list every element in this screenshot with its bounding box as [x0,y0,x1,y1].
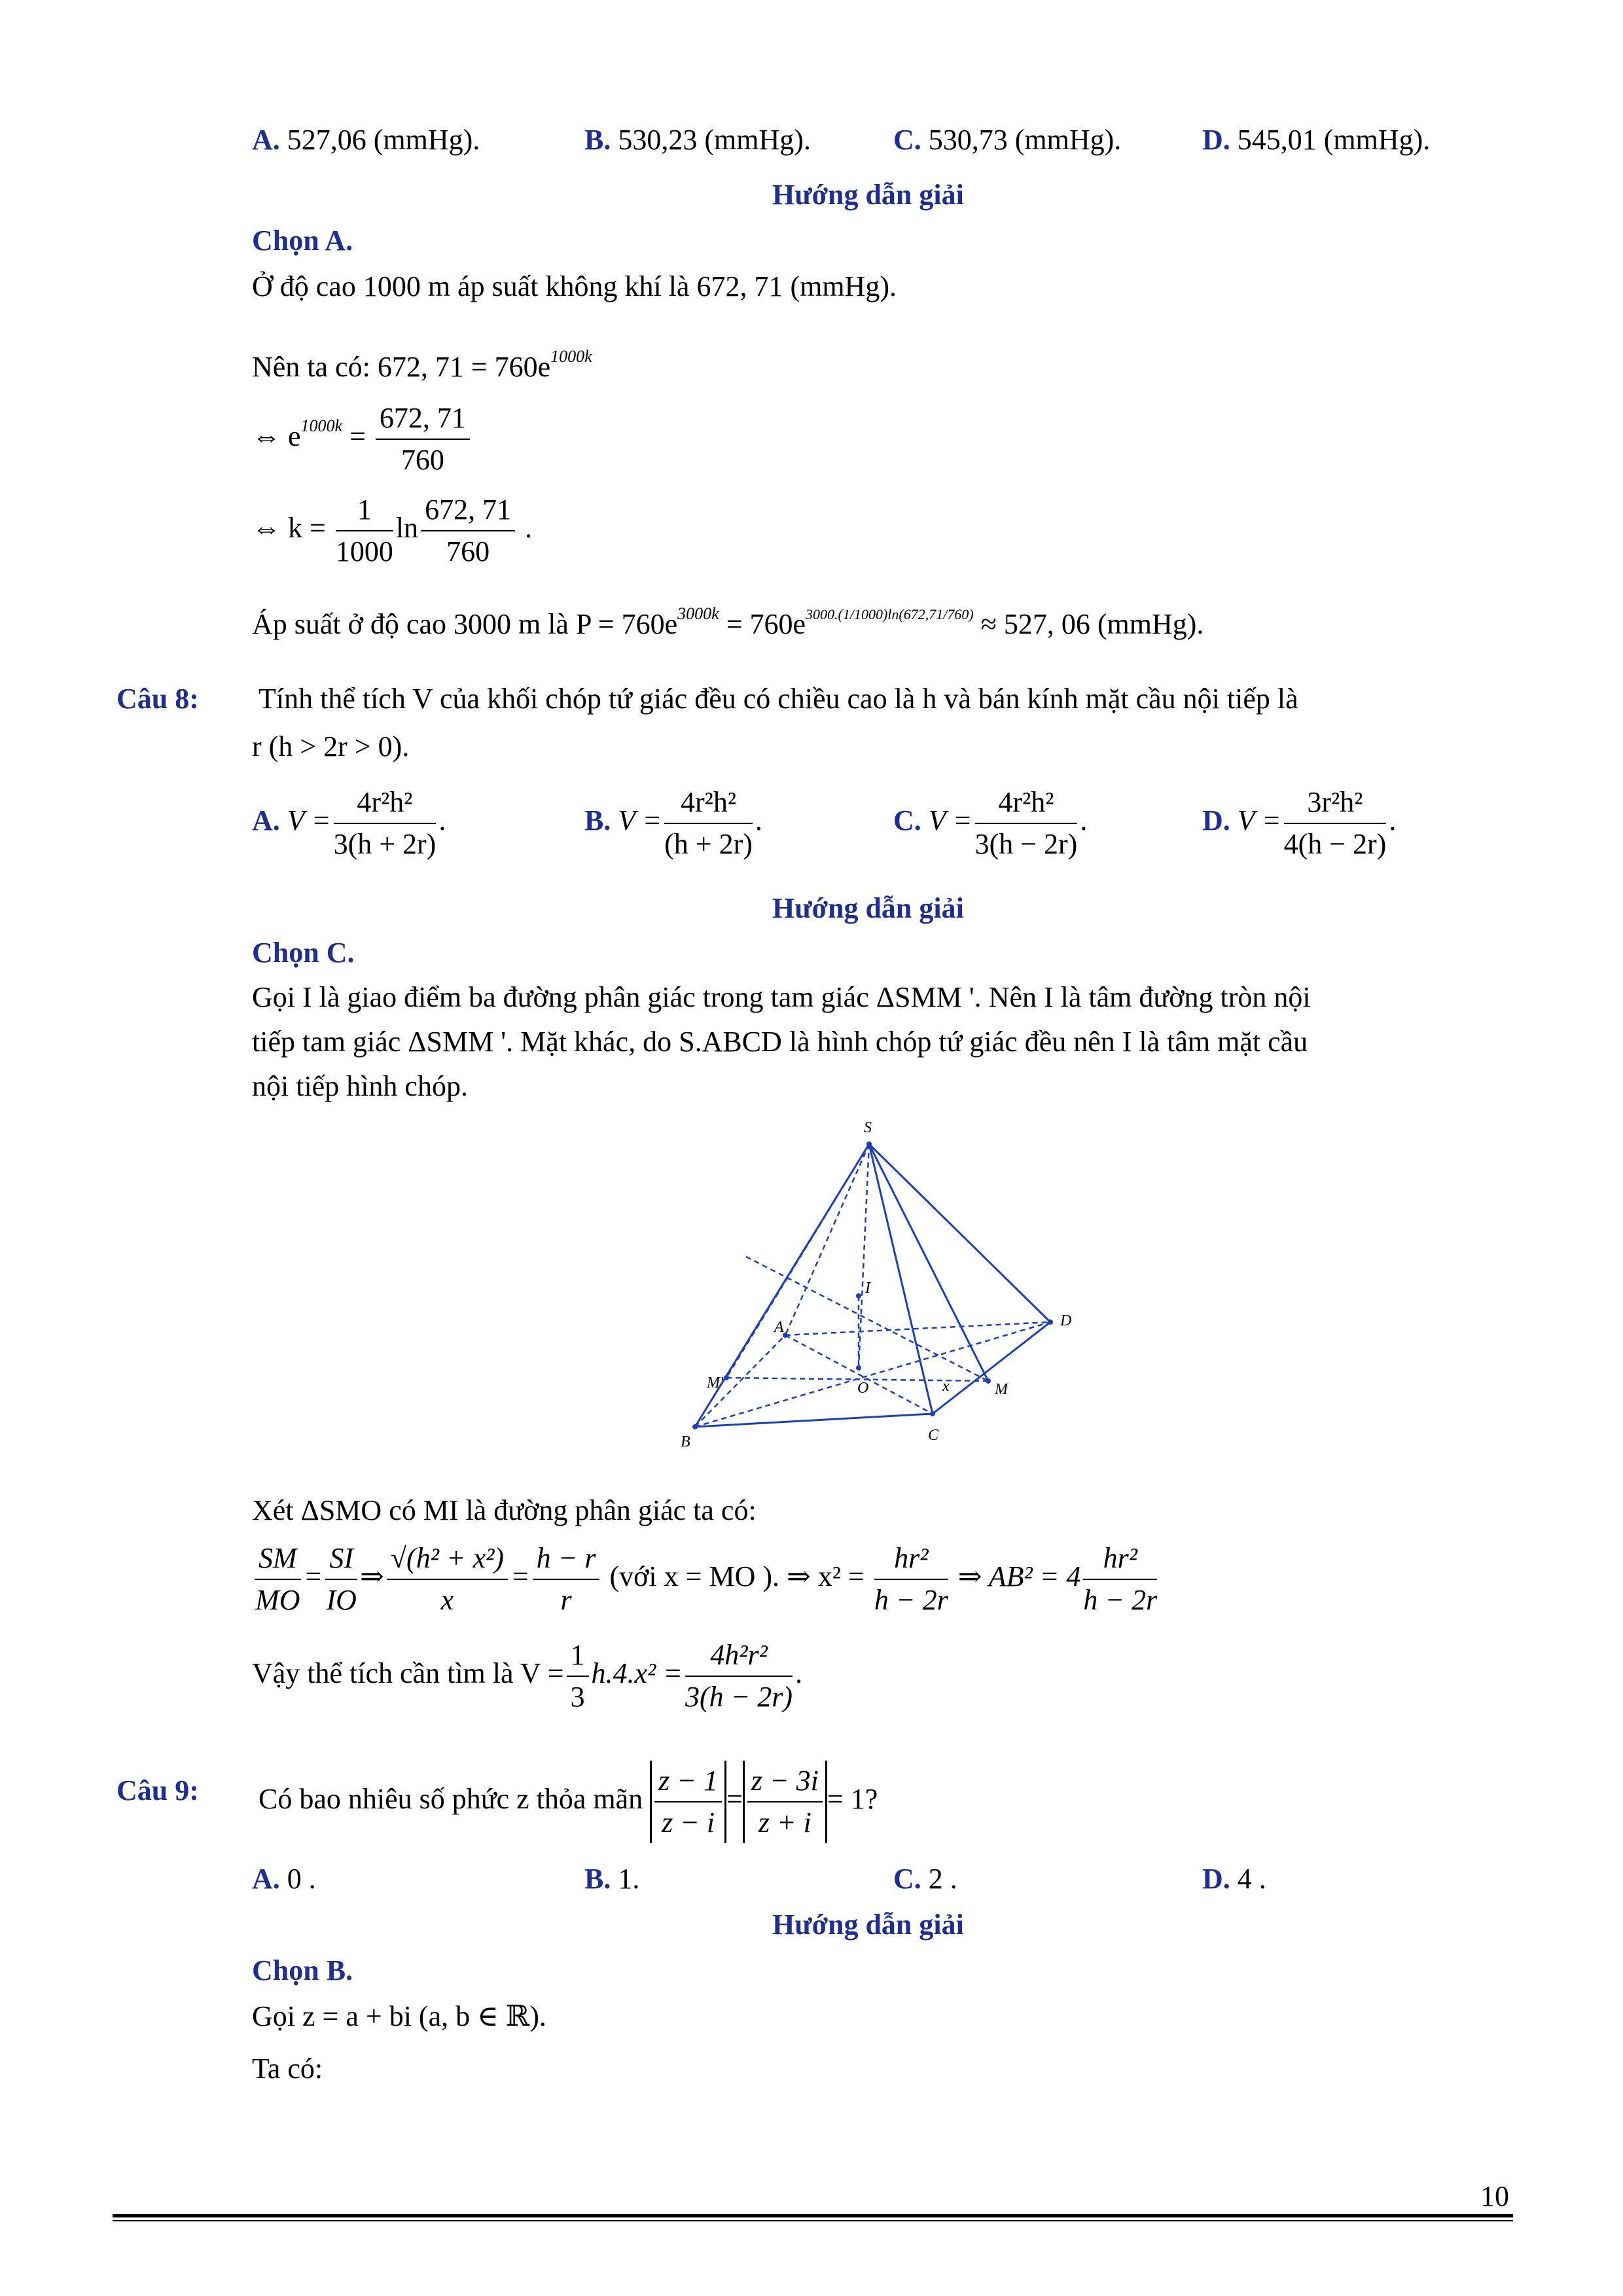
option-c-q7: C. 530,73 (mmHg). [893,124,1122,156]
edge-ad [785,1322,1050,1335]
question-9-label: Câu 9: [116,1774,199,1806]
pyramid-figure [668,1106,1086,1460]
point-b [692,1424,698,1429]
sol7-line3: ⇔ $e^{1000k}$ = $\frac{672, 71}{760}$ [252,398,473,480]
sol8-p2: tiếp tam giác ΔSMM '. Mặt khác, do S.ABCD là hình chóp tứ giác đều nên I là tâm mặt cầu [252,1026,1308,1058]
option-c-q9: C. 2 . [893,1863,957,1895]
label-i: I [865,1280,870,1297]
question-8-line1: Tính thể tích V của khối chóp tứ giác đều có chiều cao là h và bán kính mặt cầu nội tiếp là [259,683,1298,715]
question-9-text: Có bao nhiêu số phức z thỏa mãn $\frac{z - 1}{z - i}$ = $\frac{z - 3i}{z + i}$ = 1? [259,1761,878,1843]
point-i [856,1293,861,1299]
choice-q9: Chọn B. [252,1954,353,1986]
question-8-line2: r (h > 2r > 0). [252,730,410,762]
sol8-p3: nội tiếp hình chóp. [252,1070,468,1102]
edge-sd [869,1144,1050,1322]
sol8-xet: Xét ΔSMO có MI là đường phân giác ta có: [252,1494,757,1526]
edge-so [859,1144,869,1368]
option-a-q8: A. V = $\frac{\text{4r²h²}}{3(h + 2r)}$ . [252,782,446,865]
point-o [856,1365,861,1371]
guide-title-q8: Hướng dẫn giải [772,892,964,924]
label-m: M [995,1381,1008,1398]
diag-bd [695,1322,1050,1427]
guide-title-q9: Hướng dẫn giải [772,1909,964,1941]
option-a-q7: A. 527,06 (mmHg). [252,124,480,156]
label-c: C [928,1427,939,1444]
sol8-equation: $\frac{SM}{MO}$ = $\frac{SI}{IO}$ ⇒ $\frac{\text{√(h² + x²)}}{x}$ = $\frac{h - r}{r}$ (với x = MO ). ⇒ x² = $\frac{\text{hr²}}{h - 2r}$ ⇒ AB² = 4 $\frac{\text{hr²}}{h - 2r}$ [252,1538,1160,1621]
point-m2 [724,1375,729,1380]
footer-rule-thick [113,2214,1513,2217]
edge-cd [933,1322,1050,1414]
sol8-vay: Vậy thể tích cần tìm là V = $\frac{1}{3}$ h.4.x² = $\frac{\text{4h²r²}}{3(h - 2r)}$ . [252,1635,802,1717]
choice-q7: Chọn A. [252,224,353,257]
option-d-q8: D. V = $\frac{\text{3r²h²}}{4(h - 2r)}$ . [1202,782,1396,865]
sol8-p1: Gọi I là giao điểm ba đường phân giác trong tam giác ΔSMM '. Nên I là tâm đường tròn nội [252,981,1311,1013]
sol7-line1: Ở độ cao 1000 m áp suất không khí là 672, 71 (mmHg). [252,270,897,302]
label-d: D [1060,1312,1072,1329]
sol7-line4: ⇔ k = $\frac{1}{1000}$ ln $\frac{672, 71}{760}$ . [252,490,532,572]
label-b: B [681,1433,690,1450]
label-a: A [774,1319,784,1336]
sol9-line1: Gọi z = a + bi (a, b ∈ ℝ). [252,2000,546,2032]
option-a-q9: A. 0 . [252,1863,316,1895]
edge-sc [869,1144,933,1414]
sol7-line2: Nên ta có: 672, $71 = 760e^{1000k}$ [252,347,592,383]
option-c-q8: C. V = $\frac{\text{4r²h²}}{3(h - 2r)}$ . [893,782,1087,865]
option-d-q7: D. 545,01 (mmHg). [1202,124,1431,156]
option-b-q7: B. 530,23 (mmHg). [584,124,811,156]
point-c [930,1411,935,1416]
guide-title: Hướng dẫn giải [772,179,964,211]
page-number: 10 [1480,2180,1509,2212]
label-s: S [864,1119,872,1136]
label-o: O [857,1380,869,1397]
option-b-q9: B. 1. [584,1863,640,1895]
point-d [1048,1319,1053,1325]
label-x: x [942,1378,950,1395]
point-s [866,1141,872,1147]
sol7-line5: Áp suất ở độ cao 3000 m là $P = 760e^{3000k} = 760e^{3000.(1/1000)ln(672,71/760)} \approx 527$, 06 (mmHg). [252,604,1204,640]
choice-q8: Chọn C. [252,937,355,969]
point-m [986,1378,991,1384]
option-b-q8: B. V = $\frac{\text{4r²h²}}{(h + 2r)}$ . [584,782,762,865]
sol9-line2: Ta có: [252,2053,323,2085]
edge-sa [785,1144,869,1335]
label-m2: M' [707,1374,724,1391]
question-8-label: Câu 8: [116,683,199,715]
footer-rule-thin [113,2220,1513,2221]
option-d-q9: D. 4 . [1202,1863,1266,1895]
